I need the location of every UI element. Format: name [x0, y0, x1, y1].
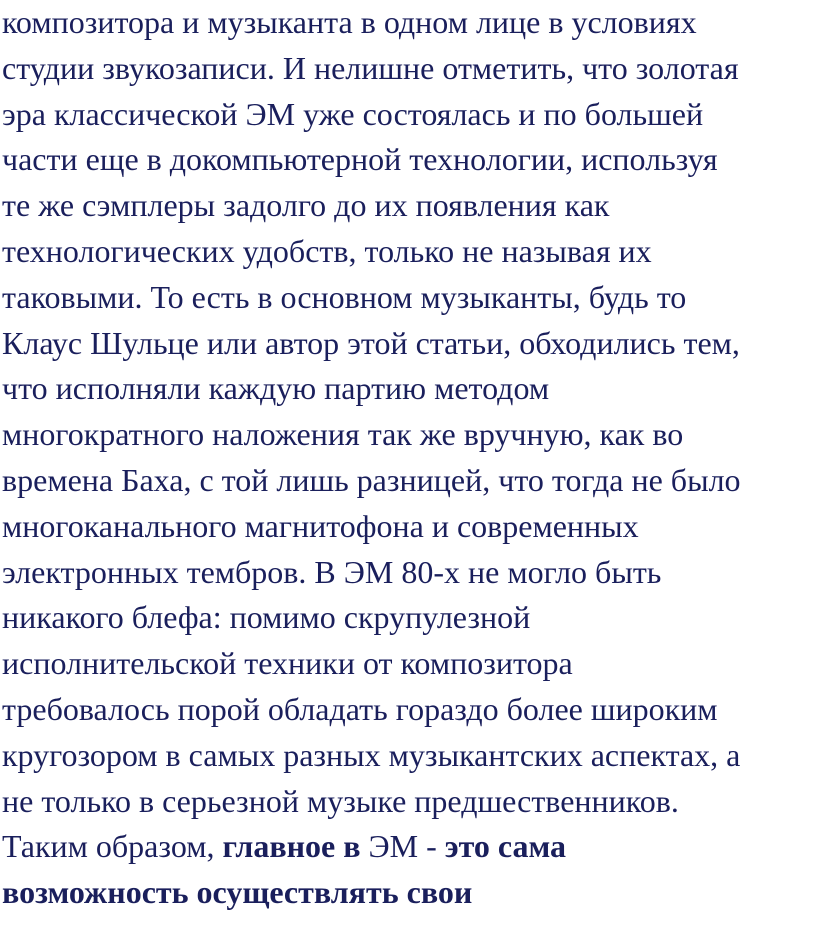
- text-line-19: [2, 824, 816, 870]
- text-line-18: не только в серьезной музыке предшественников.: [2, 782, 679, 819]
- body-text: [2, 0, 816, 916]
- text-line-1: композитора и музыканта в одном лице в условиях: [2, 4, 697, 40]
- text-line-5: те же сэмплеры задолго до их появления как: [2, 187, 610, 224]
- text-line-3: эра классической ЭМ уже состоялась и по большей: [2, 95, 704, 132]
- text-line-9: что исполняли каждую партию методом: [2, 370, 550, 407]
- text-line-7: таковыми. То есть в основном музыканты, будь то: [2, 278, 687, 315]
- text-line-11: времена Баха, с той лишь разницей, что тогда не было: [2, 461, 741, 498]
- text-line-19-bold-2: это сама: [444, 828, 567, 865]
- text-line-14: никакого блефа: помимо скрупулезной: [2, 599, 531, 636]
- text-line-12: многоканального магнитофона и современных: [2, 507, 639, 544]
- text-line-17: кругозором в самых разных музыкантских аспектах, а: [2, 736, 741, 773]
- text-line-10: многократного наложения так же вручную, как во: [2, 416, 684, 453]
- text-line-20: возможность осуществлять свои: [2, 874, 473, 911]
- text-line-16: требовалось порой обладать гораздо более широким: [2, 690, 718, 727]
- text-line-19-bold-1: главное в: [222, 828, 361, 865]
- text-line-4: части еще в докомпьютерной технологии, используя: [2, 141, 718, 178]
- text-line-19-part-1: Таким образом,: [2, 828, 223, 865]
- text-line-19-part-3: ЭМ -: [360, 828, 445, 865]
- text-line-15: исполнительской техники от композитора: [2, 645, 573, 682]
- text-line-6: технологических удобств, только не называя их: [2, 232, 652, 269]
- text-line-13: электронных тембров. В ЭМ 80-х не могло быть: [2, 553, 662, 590]
- text-line-2: студии звукозаписи. И нелишне отметить, что золотая: [2, 49, 739, 86]
- text-line-8: Клаус Шульце или автор этой статьи, обходились тем,: [2, 324, 740, 361]
